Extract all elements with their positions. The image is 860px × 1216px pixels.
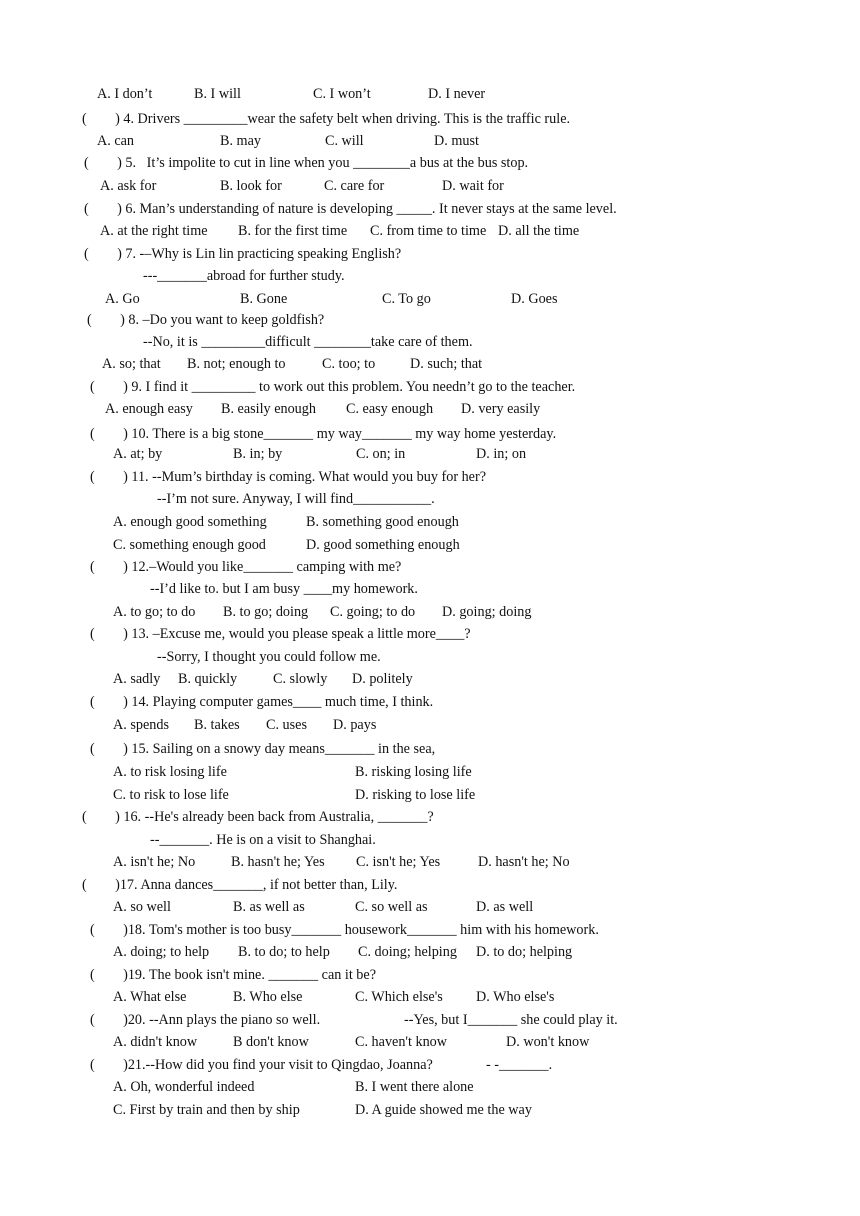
text-line: A. enough easy bbox=[105, 401, 193, 417]
text-line: B. something good enough bbox=[306, 514, 459, 530]
text-line: A. spends bbox=[113, 717, 169, 733]
text-line: C. on; in bbox=[356, 446, 406, 462]
text-line: D. very easily bbox=[461, 401, 541, 417]
text-line: A. so well bbox=[113, 899, 171, 915]
text-line: --Sorry, I thought you could follow me. bbox=[157, 649, 381, 665]
text-line: D. I never bbox=[428, 86, 486, 102]
text-line: C. something enough good bbox=[113, 537, 266, 553]
text-line: A. Oh, wonderful indeed bbox=[113, 1079, 255, 1095]
text-line: B. for the first time bbox=[238, 223, 348, 239]
text-line: D. in; on bbox=[476, 446, 527, 462]
text-line: --I’m not sure. Anyway, I will find___________. bbox=[157, 491, 435, 507]
text-line: D. Who else's bbox=[476, 989, 555, 1005]
text-line: D. all the time bbox=[498, 223, 580, 239]
text-line: --I’d like to. but I am busy ____my homework. bbox=[150, 581, 418, 597]
text-line: C. so well as bbox=[355, 899, 428, 915]
text-line: ( )18. Tom's mother is too busy_______ housework_______ him with his homework. bbox=[90, 922, 599, 938]
text-line: --_______. He is on a visit to Shanghai. bbox=[150, 832, 376, 848]
text-line: C. to risk to lose life bbox=[113, 787, 229, 803]
text-line: C. care for bbox=[324, 178, 385, 194]
text-line: --Yes, but I_______ she could play it. bbox=[404, 1012, 618, 1028]
text-line: D. such; that bbox=[410, 356, 483, 372]
text-line: B. Who else bbox=[233, 989, 303, 1005]
text-line: ( ) 15. Sailing on a snowy day means_______ in the sea, bbox=[90, 741, 436, 757]
text-line: ( ) 10. There is a big stone_______ my way_______ my way home yesterday. bbox=[90, 426, 557, 442]
text-line: - -_______. bbox=[486, 1057, 553, 1073]
text-line: B. quickly bbox=[178, 671, 238, 687]
text-line: --No, it is _________difficult ________take care of them. bbox=[143, 334, 473, 350]
text-line: B. in; by bbox=[233, 446, 283, 462]
text-line: ( ) 9. I find it _________ to work out this problem. You needn’t go to the teacher. bbox=[90, 379, 576, 395]
text-line: A. at; by bbox=[113, 446, 163, 462]
text-line: C. First by train and then by ship bbox=[113, 1102, 300, 1118]
text-line: ( ) 16. --He's already been back from Australia, _______? bbox=[82, 809, 434, 825]
text-line: D. to do; helping bbox=[476, 944, 573, 960]
text-line: B. risking losing life bbox=[355, 764, 472, 780]
text-line: C. haven't know bbox=[355, 1034, 448, 1050]
text-line: A. can bbox=[97, 133, 135, 149]
text-line: A. Go bbox=[105, 291, 140, 307]
text-line: D. risking to lose life bbox=[355, 787, 476, 803]
text-line: A. sadly bbox=[113, 671, 161, 687]
text-line: A. doing; to help bbox=[113, 944, 210, 960]
text-line: D. politely bbox=[352, 671, 413, 687]
text-line: B. not; enough to bbox=[187, 356, 286, 372]
text-line: C. will bbox=[325, 133, 364, 149]
text-line: D. good something enough bbox=[306, 537, 460, 553]
text-line: B. hasn't he; Yes bbox=[231, 854, 325, 870]
text-line: A. to go; to do bbox=[113, 604, 196, 620]
text-line: C. To go bbox=[382, 291, 431, 307]
text-line: B. to do; to help bbox=[238, 944, 330, 960]
text-line: B. easily enough bbox=[221, 401, 316, 417]
text-line: D. as well bbox=[476, 899, 534, 915]
text-line: B. look for bbox=[220, 178, 282, 194]
text-line: B don't know bbox=[233, 1034, 309, 1050]
text-line: B. Gone bbox=[240, 291, 288, 307]
text-line: B. I went there alone bbox=[355, 1079, 474, 1095]
text-line: D. going; doing bbox=[442, 604, 532, 620]
text-line: D. wait for bbox=[442, 178, 504, 194]
text-line: A. What else bbox=[113, 989, 187, 1005]
text-line: A. to risk losing life bbox=[113, 764, 227, 780]
text-line: B. I will bbox=[194, 86, 241, 102]
text-line: C. too; to bbox=[322, 356, 376, 372]
text-line: ( ) 7. -–Why is Lin lin practicing speaking English? bbox=[84, 246, 402, 262]
text-line: ( ) 4. Drivers _________wear the safety belt when driving. This is the traffic rule. bbox=[82, 111, 571, 127]
text-line: C. isn't he; Yes bbox=[356, 854, 441, 870]
text-line: C. going; to do bbox=[330, 604, 416, 620]
text-line: A. so; that bbox=[102, 356, 161, 372]
text-line: ( )17. Anna dances_______, if not better than, Lily. bbox=[82, 877, 398, 893]
text-line: A. ask for bbox=[100, 178, 157, 194]
text-line: D. A guide showed me the way bbox=[355, 1102, 532, 1118]
text-line: ( ) 14. Playing computer games____ much time, I think. bbox=[90, 694, 434, 710]
text-line: ( ) 12.–Would you like_______ camping with me? bbox=[90, 559, 402, 575]
text-line: ( )21.--How did you find your visit to Qingdao, Joanna? bbox=[90, 1057, 433, 1073]
text-line: B. takes bbox=[194, 717, 240, 733]
text-line: D. won't know bbox=[506, 1034, 590, 1050]
text-line: C. doing; helping bbox=[358, 944, 457, 960]
text-line: B. may bbox=[220, 133, 261, 149]
text-line: A. didn't know bbox=[113, 1034, 198, 1050]
text-line: A. isn't he; No bbox=[113, 854, 196, 870]
text-line: C. Which else's bbox=[355, 989, 443, 1005]
text-line: D. pays bbox=[333, 717, 377, 733]
text-line: C. from time to time bbox=[370, 223, 487, 239]
text-line: ( )19. The book isn't mine. _______ can it be? bbox=[90, 967, 376, 983]
text-line: ( ) 6. Man’s understanding of nature is developing _____. It never stays at the same level. bbox=[84, 201, 617, 217]
text-line: C. easy enough bbox=[346, 401, 434, 417]
text-line: C. uses bbox=[266, 717, 307, 733]
text-line: D. hasn't he; No bbox=[478, 854, 570, 870]
text-line: A. enough good something bbox=[113, 514, 267, 530]
text-line: ( ) 5. It’s impolite to cut in line when you ________a bus at the bus stop. bbox=[84, 155, 529, 171]
text-line: D. must bbox=[434, 133, 479, 149]
text-line: C. slowly bbox=[273, 671, 328, 687]
text-line: A. at the right time bbox=[100, 223, 208, 239]
text-line: ( )20. --Ann plays the piano so well. bbox=[90, 1012, 321, 1028]
text-line: B. as well as bbox=[233, 899, 305, 915]
text-line: B. to go; doing bbox=[223, 604, 309, 620]
text-line: ---_______abroad for further study. bbox=[143, 268, 345, 284]
text-line: A. I don’t bbox=[97, 86, 153, 102]
text-line: ( ) 13. –Excuse me, would you please speak a little more____? bbox=[90, 626, 471, 642]
text-line: D. Goes bbox=[511, 291, 558, 307]
text-line: ( ) 11. --Mum’s birthday is coming. What would you buy for her? bbox=[90, 469, 487, 485]
text-line: C. I won’t bbox=[313, 86, 371, 102]
text-line: ( ) 8. –Do you want to keep goldfish? bbox=[87, 312, 325, 328]
